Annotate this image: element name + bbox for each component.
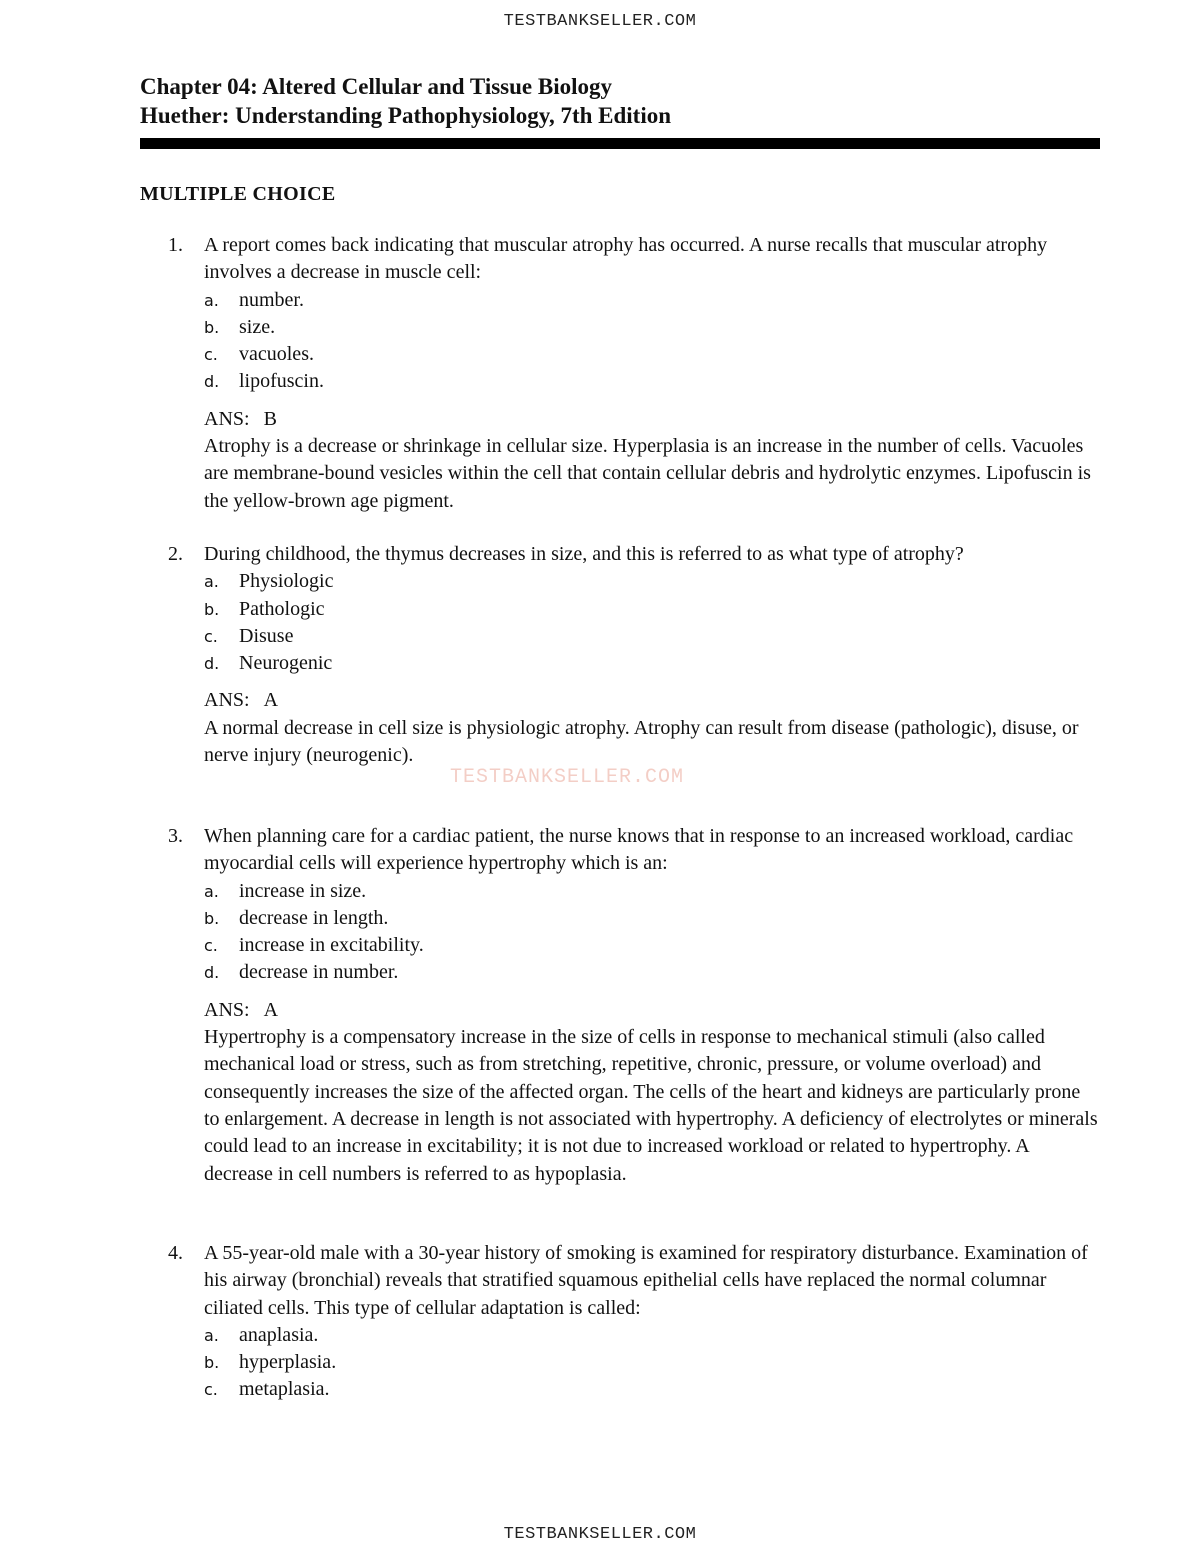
answer-block [204,687,1100,769]
answer-block [204,406,1100,515]
question-stem: A 55-year-old male with a 30-year history of smoking is examined for respiratory disturbance. Examination of his airway (bronchial) reveals that stratified squamous epithelial cells have replaced the normal columnar ciliated cells. This type of cellular adaptation is called: [204,1242,1088,1319]
answer-letter: A [263,689,279,712]
answer-letter: A [263,998,279,1021]
option-c [204,341,1100,368]
option-text: increase in size. [239,879,367,902]
question-number: 3. [168,825,183,847]
option-letter: c. [204,626,218,646]
option-text: lipofuscin. [239,370,324,393]
option-letter: b. [204,1353,220,1373]
option-text: size. [239,315,276,338]
option-c [204,932,1100,959]
option-a [204,287,1100,314]
option-d [204,650,1100,677]
option-list [204,1322,1100,1404]
option-text: hyperplasia. [239,1351,337,1374]
option-d [204,959,1100,986]
option-list [204,568,1100,677]
watermark-footer: TESTBANKSELLER.COM [503,1525,697,1544]
option-letter: b. [204,908,220,928]
question-3 [140,823,1100,1188]
option-letter: d. [204,372,220,392]
option-text: decrease in length. [239,906,389,929]
option-d [204,368,1100,395]
option-letter: a. [204,572,219,592]
option-letter: a. [204,881,219,901]
option-letter: d. [204,963,220,983]
option-text: vacuoles. [239,343,314,366]
answer-block [204,997,1100,1188]
option-text: Pathologic [239,597,325,620]
answer-line [204,406,1100,433]
question-number: 2. [168,543,183,565]
rationale: Hypertrophy is a compensatory increase in the size of cells in response to mechanical stimuli (also called mechanical load or stress, such as from stretching, repetitive, chronic, pressure, or volume overload) and consequently increases the size of the affected organ. The cells of the heart and kidneys are particularly prone to enlargement. A decrease in length is not associated with hypertrophy. A deficiency of electrolytes or minerals could lead to an increase in excitability; it is not due to increased workload or related to hypertrophy. A decrease in cell numbers is referred to as hypoplasia. [204,1026,1098,1185]
option-text: metaplasia. [239,1378,330,1401]
option-text: increase in excitability. [239,934,424,957]
option-text: decrease in number. [239,961,399,984]
option-letter: c. [204,1380,218,1400]
option-letter: d. [204,654,220,674]
option-text: anaplasia. [239,1323,319,1346]
book-title: Huether: Understanding Pathophysiology, 7th Edition [140,103,672,128]
option-letter: b. [204,599,220,619]
question-number: 4. [168,1242,183,1264]
option-letter: c. [204,345,218,365]
option-c [204,1376,1100,1403]
answer-label: ANS: [204,689,250,712]
chapter-title: Chapter 04: Altered Cellular and Tissue Biology [140,74,612,99]
question-number: 1. [168,234,183,256]
option-letter: a. [204,1325,219,1345]
question-stem: A report comes back indicating that muscular atrophy has occurred. A nurse recalls that muscular atrophy involves a decrease in muscle cell: [204,234,1048,284]
answer-line [204,687,1100,714]
option-a [204,878,1100,905]
option-b [204,596,1100,623]
answer-letter: B [263,407,277,430]
option-letter: a. [204,290,219,310]
option-text: Disuse [239,624,294,647]
answer-line [204,997,1100,1024]
question-4 [140,1240,1100,1404]
option-list [204,287,1100,396]
option-text: Physiologic [239,570,334,593]
option-b [204,314,1100,341]
answer-label: ANS: [204,407,250,430]
option-text: Neurogenic [239,652,333,675]
option-a [204,568,1100,595]
option-letter: b. [204,317,220,337]
question-stem: When planning care for a cardiac patient, the nurse knows that in response to an increased workload, cardiac myocardial cells will experience hypertrophy which is an: [204,825,1074,875]
watermark-header: TESTBANKSELLER.COM [503,12,697,31]
question-stem: During childhood, the thymus decreases in size, and this is referred to as what type of atrophy? [204,543,964,565]
section-heading: MULTIPLE CHOICE [140,183,336,205]
title-rule [140,138,1100,149]
question-2 [140,541,1100,769]
rationale: A normal decrease in cell size is physiologic atrophy. Atrophy can result from disease (pathologic), disuse, or nerve injury (neurogenic). [204,716,1079,767]
option-c [204,623,1100,650]
option-b [204,905,1100,932]
option-text: number. [239,288,304,311]
option-a [204,1322,1100,1349]
option-b [204,1349,1100,1376]
document-header [140,72,1100,149]
option-letter: c. [204,936,218,956]
watermark-middle: TESTBANKSELLER.COM [450,766,685,789]
option-list [204,878,1100,987]
question-1 [140,232,1100,515]
answer-label: ANS: [204,998,250,1021]
rationale: Atrophy is a decrease or shrinkage in cellular size. Hyperplasia is an increase in the number of cells. Vacuoles are membrane-bound vesicles within the cell that contain cellular debris and hydrolytic enzymes. Lipofuscin is the yellow-brown age pigment. [204,435,1091,512]
